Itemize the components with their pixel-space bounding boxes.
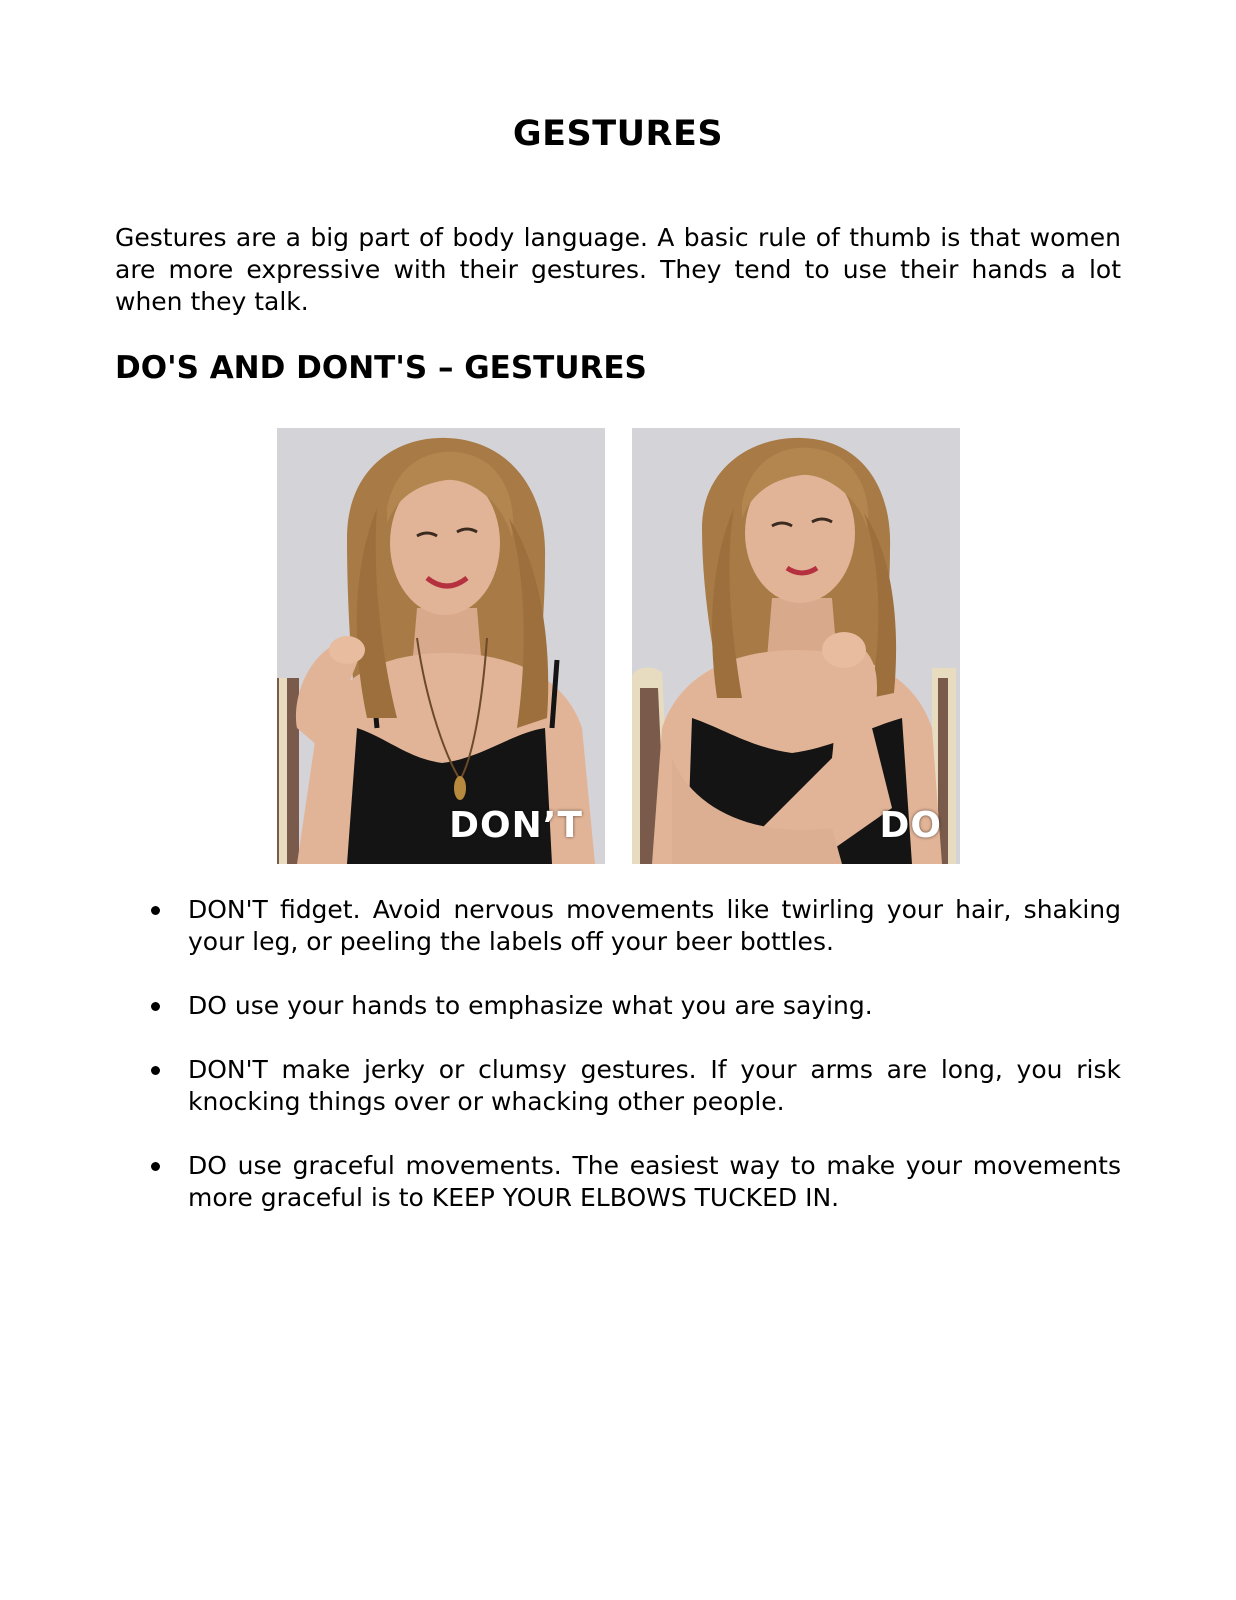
section-heading: DO'S AND DONT'S – GESTURES	[115, 350, 647, 386]
dont-label: DON’T	[449, 805, 583, 846]
list-item-text: DON'T fidget. Avoid nervous movements like twirling your hair, shaking your leg, or peeling the labels off your beer bottles.	[188, 895, 1121, 956]
bullet-icon	[151, 1002, 160, 1011]
dos-and-donts-list	[115, 894, 1121, 1246]
list-item-text: DO use your hands to emphasize what you are saying.	[188, 991, 873, 1020]
page-title: GESTURES	[512, 114, 724, 154]
bullet-icon	[151, 1066, 160, 1075]
list-item	[115, 990, 1121, 1022]
list-item-text: DON'T make jerky or clumsy gestures. If your arms are long, you risk knocking things over or whacking other people.	[188, 1055, 1121, 1116]
intro-paragraph: Gestures are a big part of body language. A basic rule of thumb is that women are more expressive with their gestures. They tend to use their hands a lot when they talk.	[115, 223, 1121, 316]
list-item-text: DO use graceful movements. The easiest way to make your movements more graceful is to KEEP YOUR ELBOWS TUCKED IN.	[188, 1151, 1121, 1212]
do-example-photo	[632, 428, 960, 864]
list-item	[115, 894, 1121, 958]
list-item	[115, 1054, 1121, 1118]
woman-elbows-tucked-illustration	[632, 428, 960, 864]
bullet-icon	[151, 906, 160, 915]
bullet-icon	[151, 1162, 160, 1171]
list-item	[115, 1150, 1121, 1214]
dont-example-photo	[277, 428, 605, 864]
woman-twirling-hair-illustration	[277, 428, 605, 864]
do-label: DO	[879, 805, 942, 846]
